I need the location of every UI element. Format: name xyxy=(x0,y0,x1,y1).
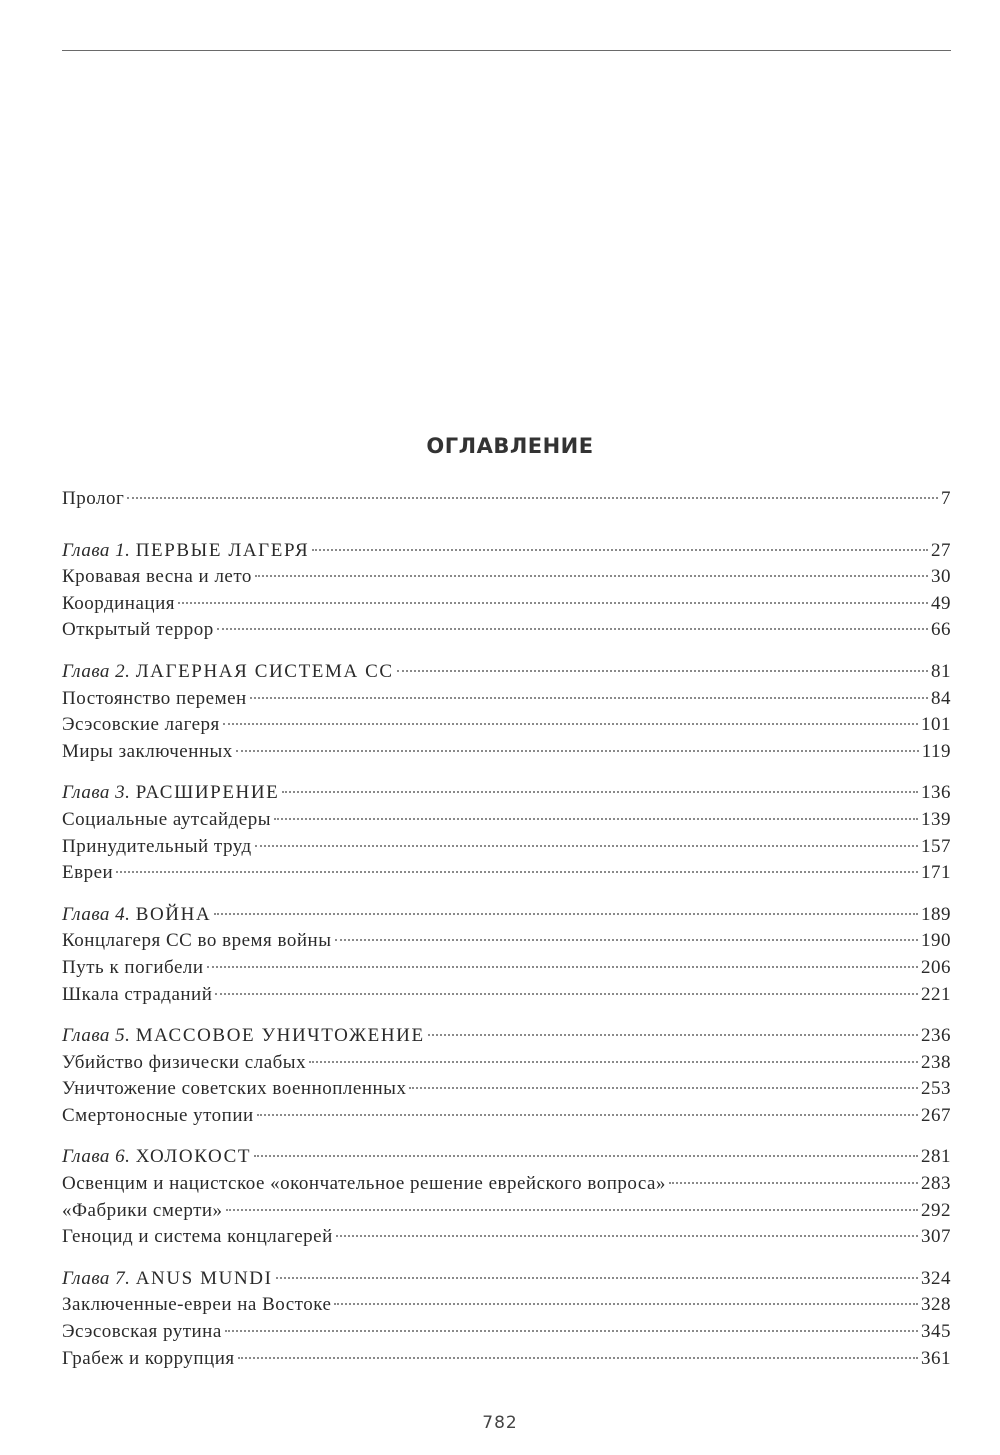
toc-entry-section[interactable] xyxy=(62,1173,951,1200)
dot-leader xyxy=(217,628,928,630)
chapter-title: ХОЛОКОСТ xyxy=(135,1146,252,1168)
toc-entry-section[interactable] xyxy=(62,1052,951,1079)
entry-page: 7 xyxy=(941,488,951,509)
toc-entry-section[interactable] xyxy=(62,1200,951,1227)
chapter-title: РАСШИРЕНИЕ xyxy=(135,782,280,804)
dot-leader xyxy=(409,1087,918,1089)
chapter-group-7 xyxy=(62,1268,951,1374)
dot-leader xyxy=(250,697,928,699)
entry-label: Координация xyxy=(62,592,175,614)
chapter-group-4 xyxy=(62,904,951,1010)
chapter-prefix: Глава 2. xyxy=(62,660,131,682)
entry-label: «Фабрики смерти» xyxy=(62,1199,223,1221)
chapter-title: МАССОВОЕ УНИЧТОЖЕНИЕ xyxy=(135,1025,425,1047)
entry-page: 236 xyxy=(921,1025,951,1047)
entry-page: 267 xyxy=(921,1104,951,1126)
chapter-title: ЛАГЕРНАЯ СИСТЕМА СС xyxy=(135,660,394,682)
entry-label: Грабеж и коррупция xyxy=(62,1347,235,1369)
dot-leader xyxy=(225,1330,918,1332)
entry-label: Пролог xyxy=(62,488,125,509)
dot-leader xyxy=(226,1209,918,1211)
chapter-prefix: Глава 3. xyxy=(62,782,131,804)
chapter-group-3 xyxy=(62,782,951,888)
dot-leader xyxy=(257,1114,918,1116)
entry-label: Заключенные-евреи на Востоке xyxy=(62,1294,332,1316)
entry-label: Открытый террор xyxy=(62,619,214,641)
entry-label: Эсэсовская рутина xyxy=(62,1321,222,1343)
entry-page: 84 xyxy=(931,687,951,709)
chapter-prefix: Глава 6. xyxy=(62,1146,131,1168)
chapter-title: ANUS MUNDI xyxy=(135,1267,273,1289)
toc-entry-chapter[interactable] xyxy=(62,1268,951,1295)
toc-entry-prologue[interactable] xyxy=(62,488,951,515)
toc-entry-chapter[interactable] xyxy=(62,1146,951,1173)
dot-leader xyxy=(223,723,918,725)
chapter-label xyxy=(62,782,279,804)
toc-entry-chapter[interactable] xyxy=(62,782,951,809)
entry-page: 136 xyxy=(921,782,951,804)
entry-label: Путь к погибели xyxy=(62,956,204,978)
entry-page: 206 xyxy=(921,956,951,978)
toc-entry-section[interactable] xyxy=(62,1294,951,1321)
entry-label: Смертоносные утопии xyxy=(62,1104,254,1126)
dot-leader xyxy=(254,1155,918,1157)
toc-entry-section[interactable] xyxy=(62,688,951,715)
dot-leader xyxy=(214,913,918,915)
dot-leader xyxy=(207,966,918,968)
entry-page: 253 xyxy=(921,1078,951,1100)
toc-entry-chapter[interactable] xyxy=(62,661,951,688)
entry-page: 361 xyxy=(921,1347,951,1369)
dot-leader xyxy=(397,670,928,672)
dot-leader xyxy=(116,871,918,873)
chapter-prefix: Глава 4. xyxy=(62,903,131,925)
dot-leader xyxy=(178,602,928,604)
entry-label: Геноцид и система концлагерей xyxy=(62,1226,333,1248)
toc-entry-section[interactable] xyxy=(62,1078,951,1105)
entry-page: 345 xyxy=(921,1321,951,1343)
chapter-label xyxy=(62,904,211,926)
toc-entry-section[interactable] xyxy=(62,930,951,957)
toc-entry-section[interactable] xyxy=(62,957,951,984)
dot-leader xyxy=(428,1034,918,1036)
dot-leader xyxy=(215,993,918,995)
dot-leader xyxy=(335,939,919,941)
toc-entry-section[interactable] xyxy=(62,809,951,836)
entry-page: 49 xyxy=(931,592,951,614)
chapter-group-2 xyxy=(62,661,951,767)
entry-page: 328 xyxy=(921,1294,951,1316)
toc-entry-section[interactable] xyxy=(62,593,951,620)
dot-leader xyxy=(255,575,928,577)
toc-entry-section[interactable] xyxy=(62,619,951,646)
toc-entry-section[interactable] xyxy=(62,1348,951,1375)
toc-entry-section[interactable] xyxy=(62,1226,951,1253)
entry-label: Освенцим и нацистское «окончательное решение еврейского вопроса» xyxy=(62,1173,666,1195)
entry-page: 189 xyxy=(921,903,951,925)
entry-label: Кровавая весна и лето xyxy=(62,566,252,588)
toc-entry-section[interactable] xyxy=(62,566,951,593)
chapter-label xyxy=(62,661,394,683)
entry-label: Миры заключенных xyxy=(62,740,233,762)
entry-page: 221 xyxy=(921,983,951,1005)
toc-entry-chapter[interactable] xyxy=(62,904,951,931)
dot-leader xyxy=(274,818,918,820)
toc-entry-section[interactable] xyxy=(62,836,951,863)
dot-leader xyxy=(238,1357,918,1359)
chapter-label xyxy=(62,1268,273,1290)
dot-leader xyxy=(334,1303,918,1305)
chapter-prefix: Глава 7. xyxy=(62,1267,131,1289)
entry-page: 190 xyxy=(921,930,951,952)
entry-page: 119 xyxy=(921,740,951,762)
entry-page: 238 xyxy=(921,1051,951,1073)
dot-leader xyxy=(312,549,928,551)
entry-page: 30 xyxy=(931,566,951,588)
dot-leader xyxy=(282,791,918,793)
chapter-label xyxy=(62,1146,251,1168)
entry-page: 157 xyxy=(921,835,951,857)
page-number: 782 xyxy=(482,1413,518,1433)
dot-leader xyxy=(336,1235,918,1237)
top-rule xyxy=(62,50,951,51)
chapter-prefix: Глава 1. xyxy=(62,539,131,561)
entry-label: Евреи xyxy=(62,862,114,884)
dot-leader xyxy=(255,845,918,847)
chapter-title: ВОЙНА xyxy=(135,903,212,925)
toc-entry-section[interactable] xyxy=(62,741,951,768)
entry-page: 324 xyxy=(921,1267,951,1289)
entry-label: Принудительный труд xyxy=(62,835,252,857)
chapter-label xyxy=(62,1025,425,1047)
entry-page: 171 xyxy=(921,862,951,884)
toc-entry-section[interactable] xyxy=(62,1321,951,1348)
chapter-prefix: Глава 5. xyxy=(62,1025,131,1047)
toc-title: ОГЛАВЛЕНИЕ xyxy=(426,434,594,458)
entry-page: 139 xyxy=(921,808,951,830)
dot-leader xyxy=(309,1061,918,1063)
toc-entry-section[interactable] xyxy=(62,714,951,741)
chapter-group-1 xyxy=(62,540,951,646)
entry-page: 101 xyxy=(921,714,951,736)
toc-entry-section[interactable] xyxy=(62,984,951,1011)
toc-entry-chapter[interactable] xyxy=(62,1025,951,1052)
dot-leader xyxy=(236,750,919,752)
chapter-title: ПЕРВЫЕ ЛАГЕРЯ xyxy=(135,539,310,561)
toc-entry-chapter[interactable] xyxy=(62,540,951,567)
chapter-group-5 xyxy=(62,1025,951,1131)
entry-label: Уничтожение советских военнопленных xyxy=(62,1078,407,1100)
entry-label: Постоянство перемен xyxy=(62,687,247,709)
chapter-group-6 xyxy=(62,1146,951,1252)
entry-page: 27 xyxy=(931,539,951,561)
entry-label: Социальные аутсайдеры xyxy=(62,808,272,830)
entry-page: 66 xyxy=(931,619,951,641)
entry-label: Эсэсовские лагеря xyxy=(62,714,220,736)
chapter-label xyxy=(62,540,309,562)
entry-page: 307 xyxy=(921,1226,951,1248)
entry-label: Шкала страданий xyxy=(62,983,213,1005)
entry-page: 81 xyxy=(931,660,951,682)
dot-leader xyxy=(669,1182,918,1184)
entry-page: 283 xyxy=(921,1173,951,1195)
table-of-contents xyxy=(62,488,951,1389)
dot-leader xyxy=(276,1277,918,1279)
toc-entry-section[interactable] xyxy=(62,862,951,889)
entry-page: 281 xyxy=(921,1146,951,1168)
entry-label: Убийство физически слабых xyxy=(62,1051,307,1073)
entry-page: 292 xyxy=(921,1199,951,1221)
toc-entry-section[interactable] xyxy=(62,1105,951,1132)
entry-label: Концлагеря СС во время войны xyxy=(62,930,332,952)
dot-leader xyxy=(127,497,938,499)
